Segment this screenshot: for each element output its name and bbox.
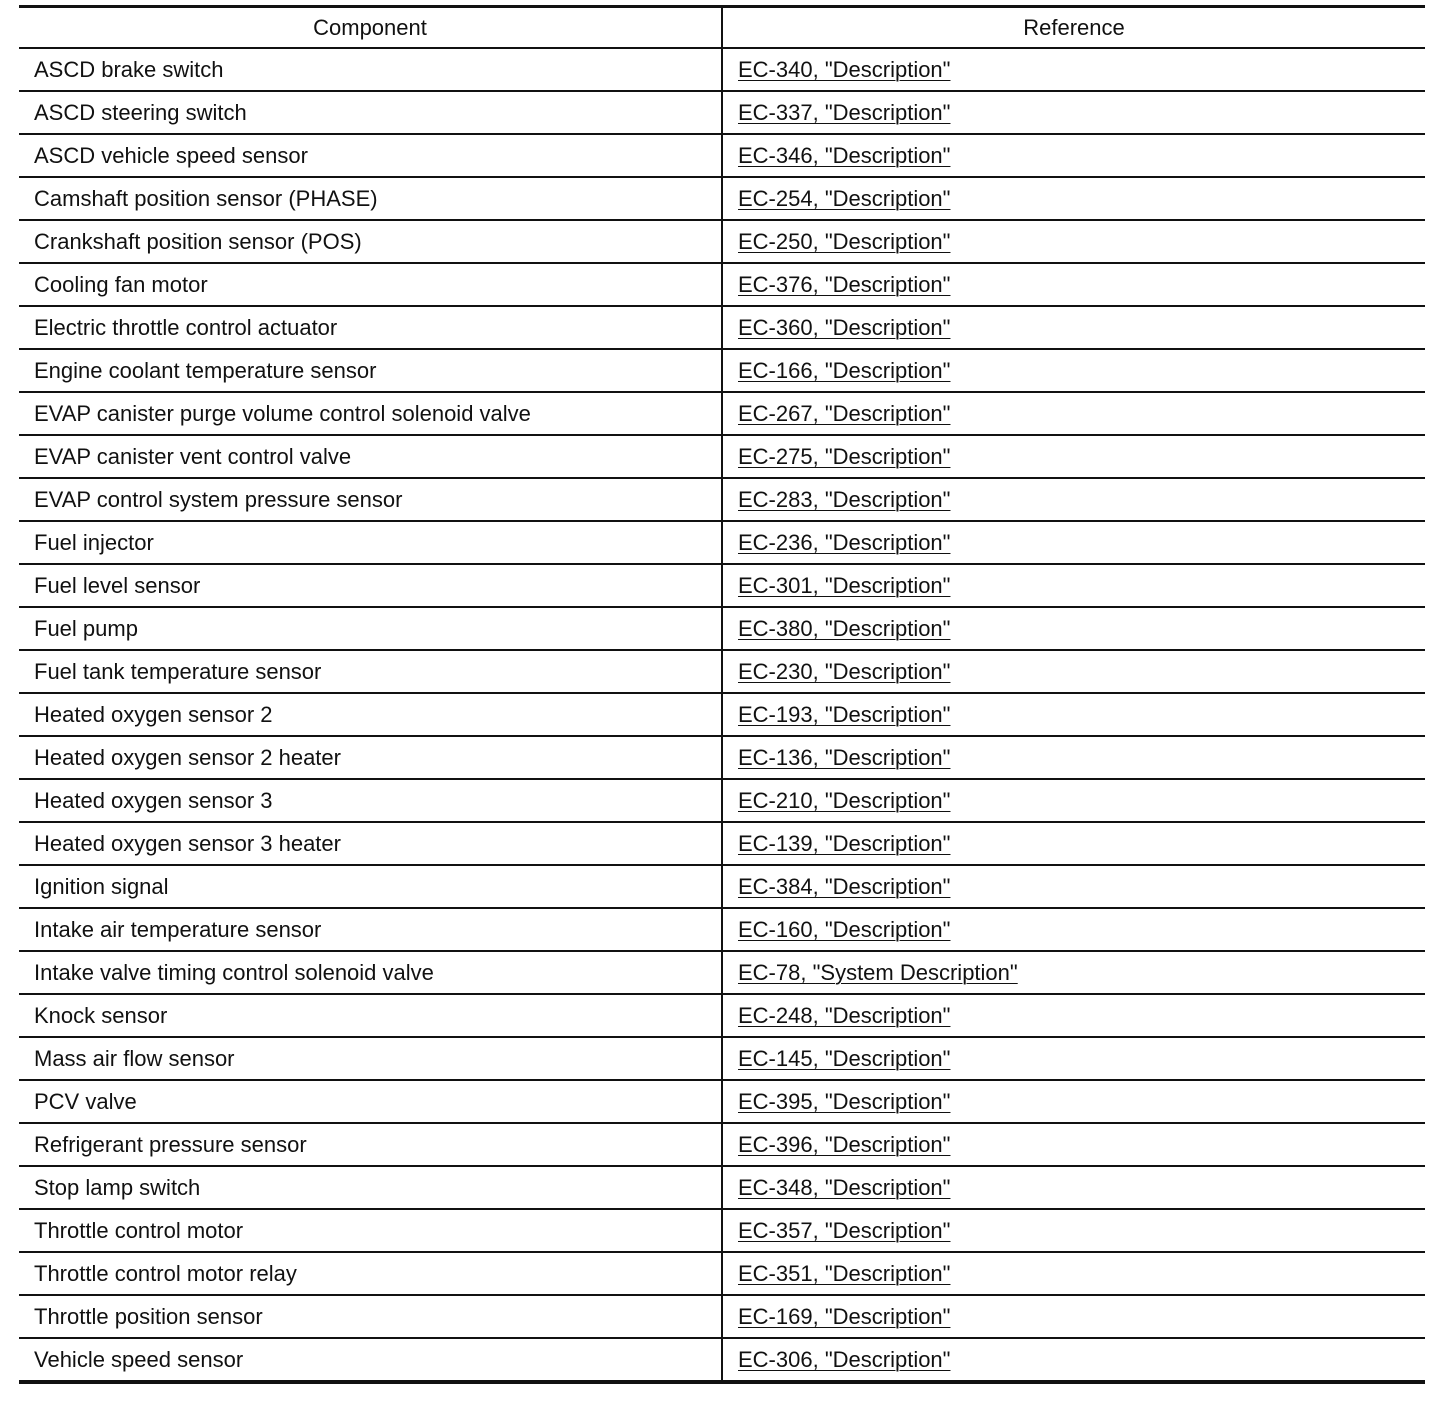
table-row (19, 478, 1425, 521)
header-component: Component (19, 7, 722, 49)
table-row (19, 1080, 1425, 1123)
reference-cell (722, 1295, 1425, 1338)
table-row (19, 91, 1425, 134)
reference-link[interactable]: EC-250, "Description" (738, 228, 951, 254)
reference-link[interactable]: EC-145, "Description" (738, 1045, 951, 1071)
component-cell: Intake valve timing control solenoid valve (19, 951, 722, 994)
table-row (19, 1209, 1425, 1252)
reference-cell (722, 91, 1425, 134)
component-cell: Heated oxygen sensor 2 (19, 693, 722, 736)
component-cell: Stop lamp switch (19, 1166, 722, 1209)
reference-link[interactable]: EC-337, "Description" (738, 99, 951, 125)
component-cell: ASCD steering switch (19, 91, 722, 134)
component-cell: Intake air temperature sensor (19, 908, 722, 951)
reference-cell (722, 134, 1425, 177)
reference-cell (722, 951, 1425, 994)
reference-cell (722, 1209, 1425, 1252)
reference-cell (722, 822, 1425, 865)
reference-cell (722, 1166, 1425, 1209)
table-row (19, 263, 1425, 306)
table-row (19, 1123, 1425, 1166)
component-cell: Heated oxygen sensor 3 heater (19, 822, 722, 865)
component-cell: Electric throttle control actuator (19, 306, 722, 349)
table-row (19, 607, 1425, 650)
reference-cell (722, 994, 1425, 1037)
reference-cell (722, 392, 1425, 435)
table-row (19, 865, 1425, 908)
table-row (19, 392, 1425, 435)
table-row (19, 1338, 1425, 1382)
reference-link[interactable]: EC-360, "Description" (738, 314, 951, 340)
component-cell: Mass air flow sensor (19, 1037, 722, 1080)
reference-cell (722, 435, 1425, 478)
component-cell: Crankshaft position sensor (POS) (19, 220, 722, 263)
reference-cell (722, 1252, 1425, 1295)
reference-link[interactable]: EC-396, "Description" (738, 1131, 951, 1157)
table-row (19, 134, 1425, 177)
table-row (19, 693, 1425, 736)
reference-cell (722, 736, 1425, 779)
reference-link[interactable]: EC-384, "Description" (738, 873, 951, 899)
component-cell: PCV valve (19, 1080, 722, 1123)
table-row (19, 908, 1425, 951)
component-cell: Throttle control motor (19, 1209, 722, 1252)
reference-link[interactable]: EC-78, "System Description" (738, 959, 1018, 985)
component-cell: EVAP canister purge volume control solenoid valve (19, 392, 722, 435)
reference-link[interactable]: EC-351, "Description" (738, 1260, 951, 1286)
reference-link[interactable]: EC-283, "Description" (738, 486, 951, 512)
reference-cell (722, 1037, 1425, 1080)
reference-link[interactable]: EC-136, "Description" (738, 744, 951, 770)
table-row (19, 951, 1425, 994)
component-cell: Engine coolant temperature sensor (19, 349, 722, 392)
table-row (19, 177, 1425, 220)
component-cell: Heated oxygen sensor 2 heater (19, 736, 722, 779)
component-cell: Camshaft position sensor (PHASE) (19, 177, 722, 220)
reference-cell (722, 693, 1425, 736)
reference-cell (722, 349, 1425, 392)
reference-cell (722, 1080, 1425, 1123)
reference-link[interactable]: EC-380, "Description" (738, 615, 951, 641)
reference-link[interactable]: EC-210, "Description" (738, 787, 951, 813)
reference-link[interactable]: EC-346, "Description" (738, 142, 951, 168)
reference-cell (722, 306, 1425, 349)
reference-link[interactable]: EC-166, "Description" (738, 357, 951, 383)
table-row (19, 521, 1425, 564)
component-cell: ASCD vehicle speed sensor (19, 134, 722, 177)
reference-link[interactable]: EC-139, "Description" (738, 830, 951, 856)
component-cell: Throttle control motor relay (19, 1252, 722, 1295)
table-header (19, 7, 1425, 49)
reference-link[interactable]: EC-169, "Description" (738, 1303, 951, 1329)
component-cell: Fuel level sensor (19, 564, 722, 607)
table-row (19, 1295, 1425, 1338)
reference-link[interactable]: EC-275, "Description" (738, 443, 951, 469)
reference-cell (722, 220, 1425, 263)
reference-link[interactable]: EC-301, "Description" (738, 572, 951, 598)
component-cell: Heated oxygen sensor 3 (19, 779, 722, 822)
header-reference: Reference (1023, 14, 1125, 40)
reference-cell (722, 48, 1425, 91)
component-cell: EVAP canister vent control valve (19, 435, 722, 478)
reference-link[interactable]: EC-395, "Description" (738, 1088, 951, 1114)
reference-link[interactable]: EC-348, "Description" (738, 1174, 951, 1200)
reference-link[interactable]: EC-160, "Description" (738, 916, 951, 942)
reference-link[interactable]: EC-340, "Description" (738, 56, 951, 82)
reference-cell (722, 779, 1425, 822)
table-row (19, 994, 1425, 1037)
component-cell: Fuel injector (19, 521, 722, 564)
reference-link[interactable]: EC-230, "Description" (738, 658, 951, 684)
reference-cell (722, 865, 1425, 908)
table-row (19, 650, 1425, 693)
table-row (19, 48, 1425, 91)
component-cell: Vehicle speed sensor (19, 1338, 722, 1382)
reference-link[interactable]: EC-254, "Description" (738, 185, 951, 211)
reference-cell (722, 1123, 1425, 1166)
reference-link[interactable]: EC-267, "Description" (738, 400, 951, 426)
reference-cell (722, 478, 1425, 521)
reference-cell (722, 607, 1425, 650)
component-reference-table (19, 5, 1425, 1384)
component-cell: EVAP control system pressure sensor (19, 478, 722, 521)
component-cell: Knock sensor (19, 994, 722, 1037)
table-row (19, 736, 1425, 779)
reference-cell (722, 521, 1425, 564)
component-cell: Throttle position sensor (19, 1295, 722, 1338)
table-row (19, 1252, 1425, 1295)
table-row (19, 435, 1425, 478)
component-cell: Refrigerant pressure sensor (19, 1123, 722, 1166)
reference-cell (722, 1338, 1425, 1382)
reference-cell (722, 177, 1425, 220)
reference-cell (722, 908, 1425, 951)
table-row (19, 349, 1425, 392)
reference-cell (722, 650, 1425, 693)
table-row (19, 1037, 1425, 1080)
table-row (19, 306, 1425, 349)
reference-cell (722, 564, 1425, 607)
reference-link[interactable]: EC-357, "Description" (738, 1217, 951, 1243)
header-row (19, 7, 1425, 49)
component-cell: Fuel pump (19, 607, 722, 650)
table-row (19, 564, 1425, 607)
reference-link[interactable]: EC-248, "Description" (738, 1002, 951, 1028)
reference-link[interactable]: EC-306, "Description" (738, 1346, 951, 1372)
table-body (19, 48, 1425, 1382)
component-cell: ASCD brake switch (19, 48, 722, 91)
table-row (19, 220, 1425, 263)
reference-link[interactable]: EC-236, "Description" (738, 529, 951, 555)
reference-link[interactable]: EC-376, "Description" (738, 271, 951, 297)
table-row (19, 1166, 1425, 1209)
component-cell: Cooling fan motor (19, 263, 722, 306)
component-cell: Ignition signal (19, 865, 722, 908)
reference-link[interactable]: EC-193, "Description" (738, 701, 951, 727)
table-row (19, 779, 1425, 822)
component-cell: Fuel tank temperature sensor (19, 650, 722, 693)
reference-cell (722, 263, 1425, 306)
table-row (19, 822, 1425, 865)
